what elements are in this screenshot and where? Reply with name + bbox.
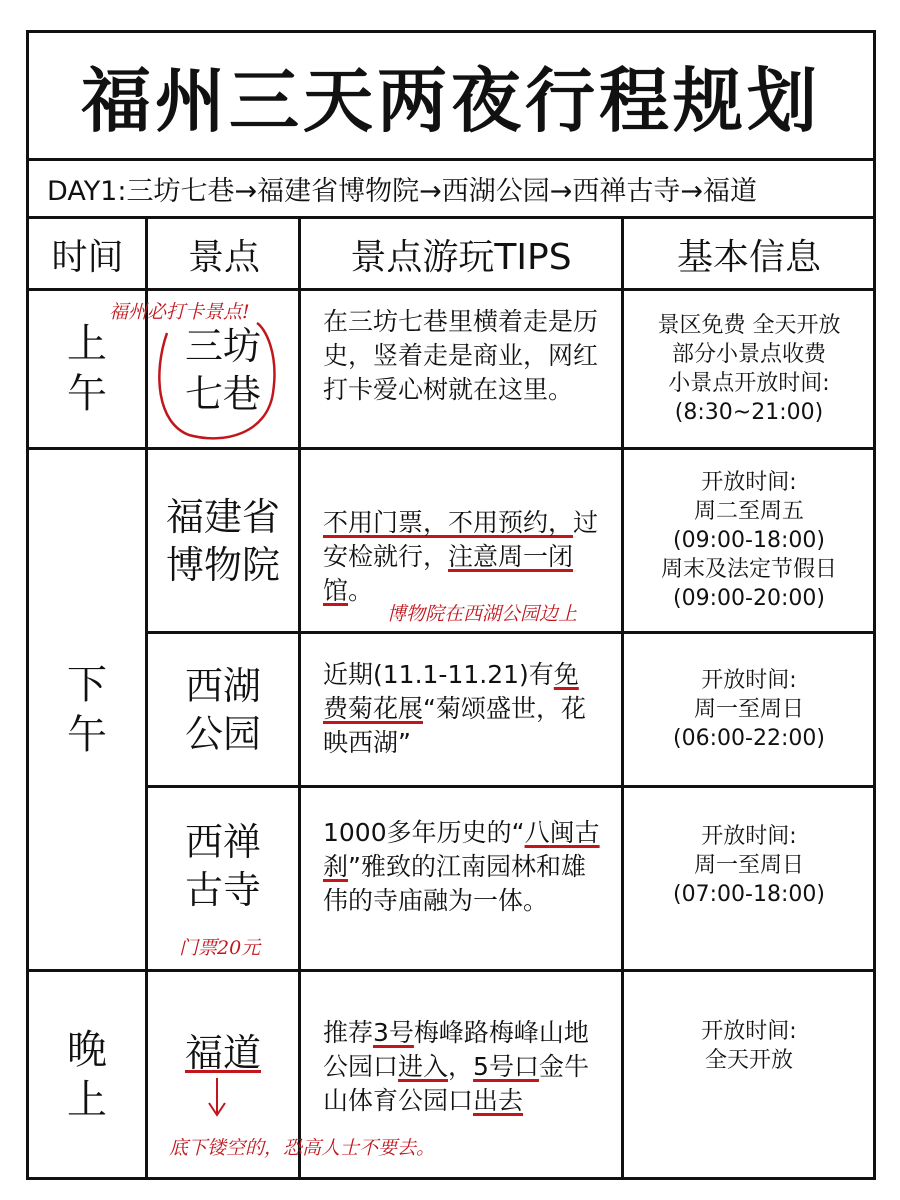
tips-xichan-temple bbox=[301, 788, 621, 969]
tips-text: 1000多年历史的“ bbox=[323, 818, 525, 847]
note-ticket-price: 门票20元 bbox=[179, 937, 261, 959]
tips-text: ， bbox=[448, 1052, 474, 1081]
tips-highlight: 5号口 bbox=[473, 1052, 539, 1081]
spot-fujian-museum: 福建省 博物院 bbox=[165, 494, 280, 587]
arrow-head-icon bbox=[209, 1103, 225, 1115]
info-fudao: 开放时间: 全天开放 bbox=[701, 1019, 797, 1073]
info-xichan-temple: 开放时间: 周一至周日 (07:00-18:00) bbox=[673, 824, 825, 907]
spot-west-lake-park: 西湖 公园 bbox=[184, 663, 261, 756]
tips-highlight: 不用门票，不用预约， bbox=[323, 508, 574, 537]
info-fujian-museum: 开放时间: 周二至周五 (09:00-18:00) 周末及法定节假日 (09:00-20:00) bbox=[660, 470, 837, 611]
tips-text: 。 bbox=[348, 576, 374, 605]
tips-text: 金牛山体育公园口 bbox=[323, 1052, 589, 1115]
info-sanfang-qixiang: 景区免费 全天开放 部分小景点收费 小景点开放时间: (8:30~21:00) bbox=[657, 313, 841, 425]
tips-text: ”雅致的江南园林和雄伟的寺庙融为一体。 bbox=[323, 852, 586, 915]
itinerary-frame bbox=[26, 30, 876, 1180]
spot-fudao bbox=[148, 1023, 298, 1083]
header-info: 基本信息 bbox=[676, 236, 821, 278]
note-must-visit: 福州必打卡景点! bbox=[109, 301, 250, 323]
spot-xichan-temple: 西禅 古寺 bbox=[184, 819, 261, 912]
tips-text: 推荐 bbox=[323, 1018, 374, 1047]
period-evening: 晚 上 bbox=[67, 1026, 107, 1123]
day1-route: DAY1:三坊七巷→福建省博物院→西湖公园→西禅古寺→福道 bbox=[29, 161, 873, 219]
tips-text: 近期(11.1-11.21)有 bbox=[323, 660, 554, 689]
tips-west-lake-park bbox=[301, 634, 621, 785]
tips-sanfang-qixiang: 在三坊七巷里横着走是历史，竖着走是商业，网红打卡爱心树就在这里。 bbox=[323, 307, 599, 404]
tips-highlight: 进入 bbox=[398, 1052, 449, 1081]
tips-highlight: 闽古刹 bbox=[323, 818, 600, 881]
tips-highlight: 注意周一 bbox=[448, 542, 549, 571]
period-morning: 上 午 bbox=[67, 321, 107, 417]
tips-highlight: 八 bbox=[524, 818, 550, 847]
tips-highlight: 费菊花展 bbox=[323, 694, 424, 723]
tips-text: “菊颂盛世，花映西湖” bbox=[323, 694, 586, 757]
tips-highlight: 3号 bbox=[373, 1018, 414, 1047]
tips-text: 过安检就行， bbox=[323, 508, 599, 571]
note-fudao-warning: 底下镂空的，恐高人士不要去。 bbox=[169, 1137, 436, 1159]
period-afternoon: 下 午 bbox=[67, 661, 107, 758]
spot-sanfang-qixiang: 三坊 七巷 bbox=[184, 324, 261, 416]
tips-highlight: 闭馆 bbox=[323, 542, 574, 605]
header-spot: 景点 bbox=[187, 236, 260, 278]
tips-highlight: 出去 bbox=[473, 1086, 524, 1115]
spot-fudao-label: 福道 bbox=[184, 1031, 261, 1075]
info-west-lake-park: 开放时间: 周一至周日 (06:00-22:00) bbox=[673, 668, 825, 751]
page-title: 福州三天两夜行程规划 bbox=[29, 33, 873, 161]
header-tips: 景点游玩TIPS bbox=[350, 236, 572, 278]
header-time: 时间 bbox=[51, 236, 124, 278]
tips-highlight: 免 bbox=[553, 660, 579, 689]
tips-text: 梅峰路梅峰山地公园口 bbox=[323, 1018, 589, 1081]
note-museum-location: 博物院在西湖公园边上 bbox=[387, 603, 578, 625]
